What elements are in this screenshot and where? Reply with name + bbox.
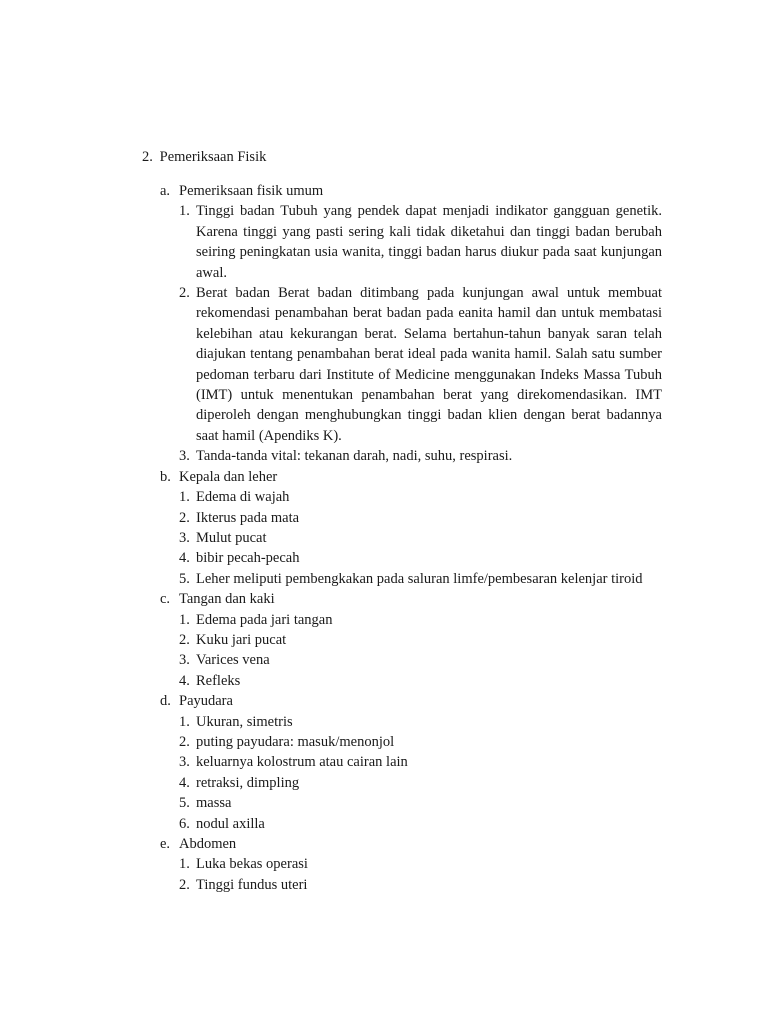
list-item [179, 814, 662, 834]
list-item [179, 569, 662, 589]
item-list [179, 712, 662, 834]
list-item [179, 548, 662, 568]
subsection-letter: b. [160, 468, 171, 485]
heading-number: 2. [142, 149, 153, 165]
item-list [179, 487, 662, 589]
subsection-a [160, 181, 662, 467]
item-text: massa [196, 795, 232, 812]
subsection-letter: e. [160, 836, 171, 852]
item-number: 2. [179, 631, 190, 648]
item-number: 4. [179, 672, 190, 689]
item-text: Varices vena [196, 652, 270, 669]
item-number: 2. [179, 733, 190, 750]
item-number: 4. [179, 774, 190, 791]
subsection-title: Kepala dan leher [179, 468, 278, 485]
subsection-letter: a. [160, 183, 171, 199]
subsection-e [160, 834, 662, 895]
heading-title: Pemeriksaan Fisik [159, 149, 267, 165]
item-text: Mulut pucat [196, 529, 267, 546]
item-number: 5. [179, 570, 190, 587]
subsection-d [160, 691, 662, 834]
subsection-c [160, 589, 662, 691]
list-item [179, 528, 662, 548]
item-number: 1. [179, 713, 190, 730]
item-text: Edema pada jari tangan [196, 611, 333, 628]
item-text: Tanda-tanda vital: tekanan darah, nadi, suhu, respirasi. [196, 448, 513, 465]
item-number: 3. [179, 652, 190, 669]
list-item [179, 732, 662, 752]
list-item [179, 610, 662, 630]
list-item [179, 508, 662, 528]
subsection-letter: c. [160, 591, 171, 608]
item-text: retraksi, dimpling [196, 774, 300, 791]
item-text: Kuku jari pucat [196, 631, 287, 648]
item-text: Berat badan Berat badan ditimbang pada kunjungan awal untuk membuat rekomendasi penambahan berat badan pada eanita hamil dan untuk membatasi kelebihan atau kekurangan berat. Selama bertahun-tahun banyak saran telah diajukan tentang penambahan berat ideal pada wanita hamil. Salah satu sumber pedoman terbaru dari Institute of Medicine menggunakan Indeks Massa Tubuh (IMT) untuk menentukan penambahan berat yang direkomendasikan. IMT diperoleh dengan menghubungkan tinggi badan klien dengan berat badannya saat hamil (Apendiks K). [196, 285, 662, 444]
item-number: 5. [179, 795, 190, 812]
item-number: 3. [179, 448, 190, 465]
item-number: 3. [179, 754, 190, 771]
item-list [179, 854, 662, 895]
subsection-letter: d. [160, 693, 171, 710]
item-list [179, 610, 662, 692]
item-number: 1. [179, 856, 190, 873]
subsection-title: Payudara [179, 693, 233, 710]
subsection-b [160, 467, 662, 589]
item-text: nodul axilla [196, 815, 265, 832]
list-item [179, 446, 662, 466]
item-number: 4. [179, 550, 190, 567]
item-text: Tinggi fundus uteri [196, 876, 308, 893]
subsection-title: Tangan dan kaki [179, 591, 275, 608]
list-item [179, 283, 662, 446]
item-text: Leher meliputi pembengkakan pada saluran limfe/pembesaran kelenjar tiroid [196, 570, 643, 587]
item-text: keluarnya kolostrum atau cairan lain [196, 754, 408, 771]
item-text: Ukuran, simetris [196, 713, 293, 730]
list-item [179, 793, 662, 813]
list-item [179, 773, 662, 793]
list-item [179, 752, 662, 772]
item-text: Refleks [196, 672, 241, 689]
item-number: 1. [179, 611, 190, 628]
item-number: 3. [179, 529, 190, 546]
item-number: 2. [179, 285, 190, 302]
item-text: Luka bekas operasi [196, 856, 308, 873]
list-item [179, 201, 662, 283]
list-item [179, 630, 662, 650]
item-text: Ikterus pada mata [196, 509, 300, 526]
subsection-title: Pemeriksaan fisik umum [179, 183, 324, 199]
item-number: 1. [179, 489, 190, 506]
list-item [179, 650, 662, 670]
list-item [179, 671, 662, 691]
item-number: 6. [179, 815, 190, 832]
list-item [179, 487, 662, 507]
list-item [179, 875, 662, 895]
section-heading [142, 147, 662, 167]
item-list [179, 201, 662, 466]
list-item [179, 854, 662, 874]
item-number: 2. [179, 876, 190, 893]
item-text: puting payudara: masuk/menonjol [196, 733, 395, 750]
item-number: 1. [179, 203, 190, 220]
item-text: Edema di wajah [196, 489, 290, 506]
list-item [179, 712, 662, 732]
subsection-title: Abdomen [179, 836, 237, 852]
item-text: Tinggi badan Tubuh yang pendek dapat menjadi indikator gangguan genetik. Karena tinggi yang pasti sering kali tidak diketahui dan tinggi badan berubah seiring peningkatan usia wanita, tinggi badan harus diukur pada saat kunjungan awal. [196, 203, 662, 281]
item-text: bibir pecah-pecah [196, 550, 300, 567]
subsection-list [160, 181, 662, 895]
item-number: 2. [179, 509, 190, 526]
